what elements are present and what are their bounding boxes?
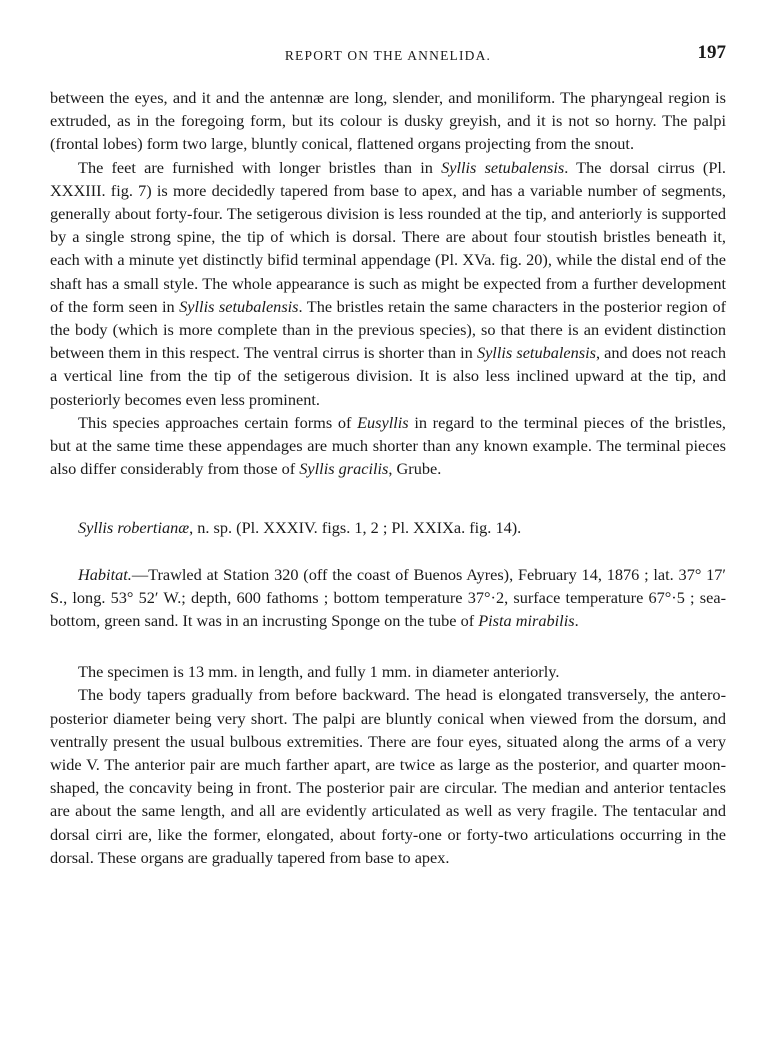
text-run: The feet are furnished with longer bristles than in [78, 157, 442, 177]
text-run: . The dorsal cirrus (Pl. XXXIII. fig. 7) is more decidedly tapered from base to apex, and has a variable number of segments, generally about forty-four. The setigerous division is less rounded at the tip, and anteriorly is supported by a single strong spine, the tip of which is dorsal. There are about four stoutish bristles beneath it, each with a minute yet distinctly bifid terminal appendage (Pl. XVa. fig. 20), while the distal end of the shaft has a small style. The whole appearance is such as might be expected from a further development of the form seen in [50, 157, 727, 316]
species-name: Pista mirabilis [478, 611, 575, 631]
species-name: Syllis setubalensis [441, 157, 565, 177]
species-heading [50, 516, 726, 539]
text-run: in regard to the terminal pieces of the bristles, but at the same time these appendages are much shorter than any known example. The terminal pieces also differ considerably from those of [50, 412, 726, 479]
text-run: —Trawled at Station 320 (off the coast of Buenos Ayres), February 14, 1876 ; lat. 37° 17′ S., long. 53° 52′ W.; depth, 600 fathoms ; bottom temperature 37°·2, surface temperature 67°·5 ; sea-bottom, green sand. It was in an incrusting Sponge on the tube of [50, 564, 726, 631]
page-header [50, 40, 726, 70]
page [50, 40, 726, 869]
species-name: Syllis setubalensis [476, 343, 596, 363]
page-number: 197 [697, 42, 726, 63]
text-run: This species approaches certain forms of [78, 412, 358, 432]
running-title: REPORT ON THE ANNELIDA. [284, 48, 492, 63]
genus-name: Eusyllis [357, 412, 409, 432]
habitat-label: Habitat. [78, 564, 132, 584]
paragraph-feet [50, 156, 726, 411]
habitat-paragraph [50, 563, 726, 633]
text-run: , Grube. [388, 459, 442, 479]
paragraph-comparison [50, 411, 726, 481]
paragraph-description: The body tapers gradually from before backward. The head is elongated transversely, the antero-posterior diameter being very short. The palpi are bluntly conical when viewed from the dorsum, and ventrally present the usual bulbous extremities. There are four eyes, situated along the arms of a very wide V. The anterior pair are much farther apart, are twice as large as the posterior, and quarter moon-shaped, the concavity being in front. The posterior pair are circular. The median and anterior tentacles are about the same length, and all are evidently articulated as well as very fragile. The tentacular and dorsal cirri are, like the former, elongated, about forty-one or forty-two articulations occurring in the dorsal. These organs are gradually tapered from base to apex. [50, 685, 726, 867]
text-run: , and does not reach a vertical line from the tip of the setigerous division. It is also less inclined upward at the tip, and posteriorly becomes even less prominent. [50, 343, 726, 409]
text-run: . The bristles retain the same characters in the posterior region of the body (which is more complete than in the previous species), so that there is an evident distinction between them in this respect. The ventral cirrus is shorter than in [50, 296, 727, 363]
paragraph-specimen: The specimen is 13 mm. in length, and fully 1 mm. in diameter anteriorly. [78, 662, 560, 682]
species-title: Syllis robertianæ [78, 518, 190, 538]
species-name: Syllis gracilis [299, 459, 389, 479]
paragraph-continued: between the eyes, and it and the antennæ are long, slender, and moniliform. The pharyngeal region is extruded, as in the foregoing form, but its colour is dusky greyish, and it is not so horny. The palpi (frontal lobes) form two large, bluntly conical, flattened organs projecting from the snout. [50, 88, 726, 154]
body-text [50, 86, 726, 869]
species-name: Syllis setubalensis [179, 296, 299, 316]
text-run: . [574, 611, 579, 631]
species-reference: , n. sp. (Pl. XXXIV. figs. 1, 2 ; Pl. XXIXa. fig. 14). [189, 518, 522, 538]
